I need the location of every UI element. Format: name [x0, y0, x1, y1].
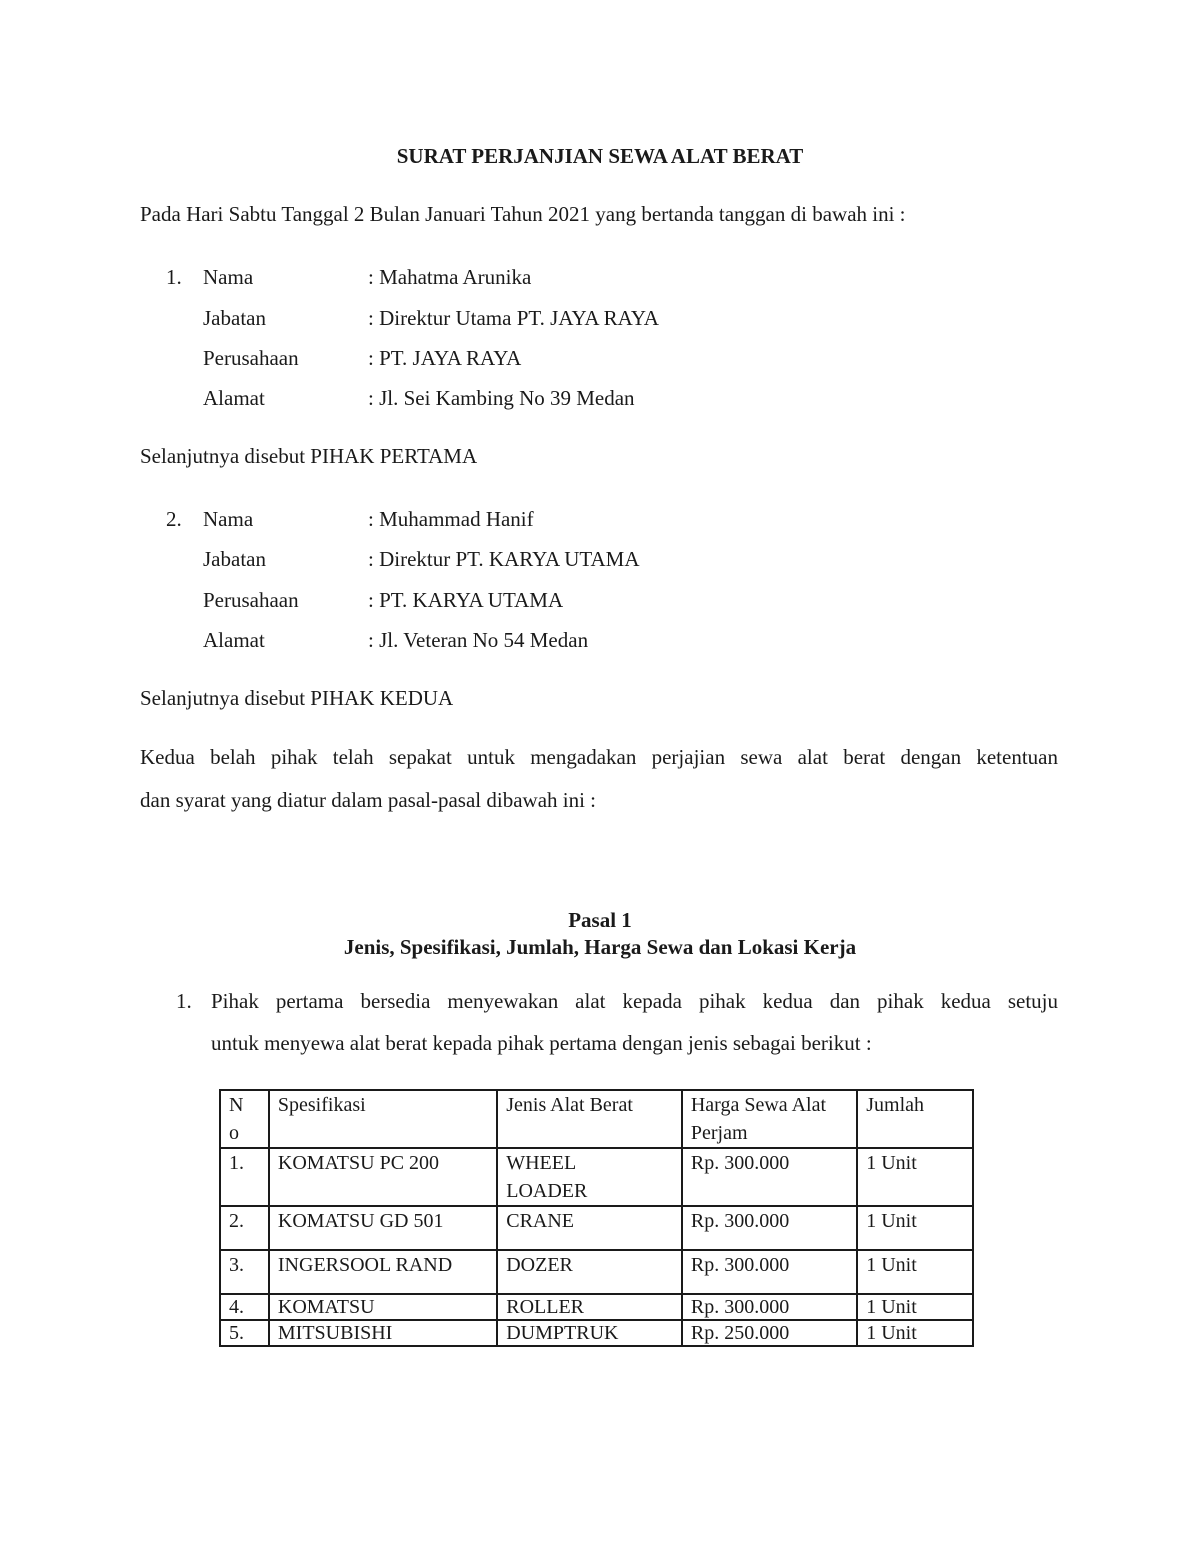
- party-1-row-perusahaan: [0, 343, 1200, 373]
- party-1-row-name: [0, 262, 1200, 292]
- field-value: : PT. JAYA RAYA: [368, 346, 522, 370]
- party-2-row-perusahaan: [0, 585, 1200, 615]
- cell-no: 1.: [220, 1148, 269, 1206]
- pasal-heading: Pasal 1: [568, 908, 632, 932]
- cell-no: 5.: [220, 1320, 269, 1346]
- equipment-table: [219, 1089, 974, 1347]
- table-row: [220, 1250, 973, 1294]
- field-value: : Mahatma Arunika: [368, 265, 532, 289]
- field-value: : Direktur Utama PT. JAYA RAYA: [368, 306, 659, 330]
- party-1-row-jabatan: [0, 303, 1200, 333]
- cell-harga: Rp. 300.000: [682, 1250, 857, 1294]
- header-harga: Harga Sewa Alat Perjam: [682, 1090, 857, 1148]
- cell-jenis: WHEEL LOADER: [497, 1148, 682, 1206]
- cell-jumlah: 1 Unit: [857, 1250, 973, 1294]
- header-no: N o: [220, 1090, 269, 1148]
- cell-jumlah: 1 Unit: [857, 1148, 973, 1206]
- cell-no: 3.: [220, 1250, 269, 1294]
- cell-spesifikasi: KOMATSU PC 200: [269, 1148, 497, 1206]
- table-row: [220, 1294, 973, 1320]
- cell-harga: Rp. 300.000: [682, 1148, 857, 1206]
- cell-jumlah: 1 Unit: [857, 1206, 973, 1250]
- field-value: : Jl. Sei Kambing No 39 Medan: [368, 386, 635, 410]
- party-1-row-alamat: [0, 383, 1200, 413]
- party-2-row-jabatan: [0, 544, 1200, 574]
- document-title: SURAT PERJANJIAN SEWA ALAT BERAT: [396, 144, 804, 168]
- table-row: [220, 1320, 973, 1346]
- cell-jenis: DUMPTRUK: [497, 1320, 682, 1346]
- cell-spesifikasi: MITSUBISHI: [269, 1320, 497, 1346]
- field-label: Jabatan: [203, 306, 266, 330]
- field-label: Perusahaan: [203, 588, 299, 612]
- pasal-subheading: Jenis, Spesifikasi, Jumlah, Harga Sewa dan Lokasi Kerja: [343, 935, 857, 959]
- cell-no: 4.: [220, 1294, 269, 1320]
- cell-spesifikasi: INGERSOOL RAND: [269, 1250, 497, 1294]
- header-jenis: Jenis Alat Berat: [497, 1090, 682, 1148]
- cell-harga: Rp. 300.000: [682, 1294, 857, 1320]
- party-2-designation: Selanjutnya disebut PIHAK KEDUA: [140, 686, 454, 710]
- intro-text: Pada Hari Sabtu Tanggal 2 Bulan Januari Tahun 2021 yang bertanda tanggan di bawah ini :: [140, 202, 906, 226]
- cell-jenis: ROLLER: [497, 1294, 682, 1320]
- cell-harga: Rp. 300.000: [682, 1206, 857, 1250]
- header-spesifikasi: Spesifikasi: [269, 1090, 497, 1148]
- field-label: Jabatan: [203, 547, 266, 571]
- cell-jumlah: 1 Unit: [857, 1320, 973, 1346]
- cell-spesifikasi: KOMATSU: [269, 1294, 497, 1320]
- agreement-line-2: dan syarat yang diatur dalam pasal-pasal dibawah ini :: [140, 788, 597, 812]
- party-1-number: 1.: [166, 265, 182, 289]
- party-2-row-alamat: [0, 625, 1200, 655]
- party-1-designation: Selanjutnya disebut PIHAK PERTAMA: [140, 444, 478, 468]
- agreement-line-1: Kedua belah pihak telah sepakat untuk mengadakan perjajian sewa alat berat dengan ketentuan: [140, 745, 1058, 769]
- field-value: : Direktur PT. KARYA UTAMA: [368, 547, 640, 571]
- field-label: Perusahaan: [203, 346, 299, 370]
- field-label: Nama: [203, 507, 254, 531]
- field-label: Alamat: [203, 628, 265, 652]
- field-value: : Muhammad Hanif: [368, 507, 534, 531]
- field-value: : Jl. Veteran No 54 Medan: [368, 628, 589, 652]
- party-2-row-name: [0, 504, 1200, 534]
- cell-jenis: DOZER: [497, 1250, 682, 1294]
- cell-no: 2.: [220, 1206, 269, 1250]
- table-row: [220, 1206, 973, 1250]
- field-label: Alamat: [203, 386, 265, 410]
- cell-harga: Rp. 250.000: [682, 1320, 857, 1346]
- field-value: : PT. KARYA UTAMA: [368, 588, 564, 612]
- party-2-number: 2.: [166, 507, 182, 531]
- header-jumlah: Jumlah: [857, 1090, 973, 1148]
- pasal-item-number: 1.: [176, 989, 192, 1013]
- pasal-item-line-1: Pihak pertama bersedia menyewakan alat kepada pihak kedua dan pihak kedua setuju: [211, 989, 1058, 1013]
- table-row: [220, 1148, 973, 1206]
- cell-jumlah: 1 Unit: [857, 1294, 973, 1320]
- cell-spesifikasi: KOMATSU GD 501: [269, 1206, 497, 1250]
- table-header-row: [220, 1090, 973, 1148]
- field-label: Nama: [203, 265, 254, 289]
- pasal-item-line-2: untuk menyewa alat berat kepada pihak pertama dengan jenis sebagai berikut :: [211, 1031, 872, 1055]
- cell-jenis: CRANE: [497, 1206, 682, 1250]
